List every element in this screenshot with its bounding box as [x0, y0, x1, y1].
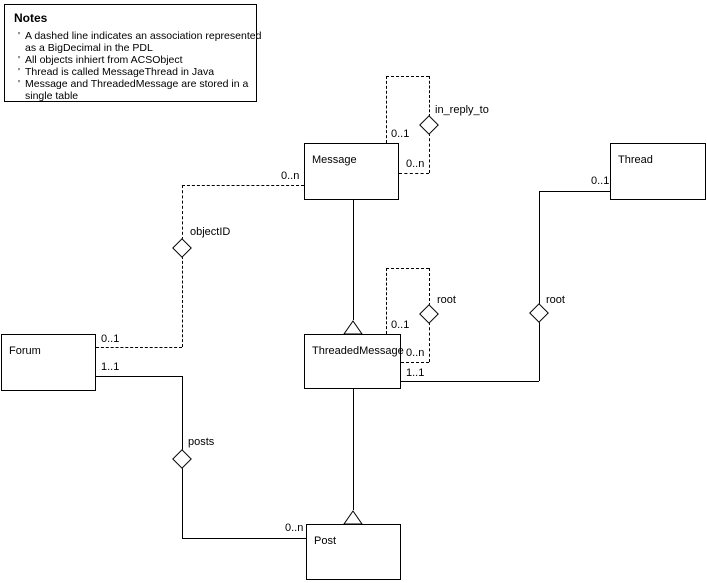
root-reflexive-line-segment	[429, 322, 430, 362]
multiplicity-label: 0..1	[591, 175, 610, 187]
multiplicity-label: 0..1	[101, 333, 120, 345]
objectid-line-segment	[96, 347, 182, 348]
in-reply-to-line-segment	[386, 76, 387, 143]
entity-message	[304, 143, 399, 200]
entity-label: ThreadedMessage	[312, 345, 404, 357]
note-line	[5, 66, 256, 78]
multiplicity-label: 0..1	[391, 128, 410, 140]
in-reply-to-line-segment	[386, 76, 429, 77]
note-bullet: '	[18, 54, 21, 66]
entity-forum	[1, 334, 96, 391]
note-line	[5, 90, 256, 102]
multiplicity-label: 0..n	[281, 170, 300, 182]
entity-label: Forum	[9, 345, 41, 357]
root-reflexive-line-segment	[401, 362, 429, 363]
objectid-line-segment	[182, 185, 304, 186]
in-reply-to-diamond	[419, 115, 439, 135]
association-label-in-reply-to: in_reply_to	[435, 104, 489, 116]
entity-label: Message	[312, 154, 357, 166]
multiplicity-label: 0..n	[285, 522, 304, 534]
note-text: as a BigDecimal in the PDL	[25, 42, 153, 54]
association-label-posts: posts	[188, 436, 215, 448]
notes-title: Notes	[14, 11, 48, 25]
posts-diamond	[172, 449, 192, 469]
note-line	[5, 42, 256, 54]
in-reply-to-line-segment	[399, 173, 429, 174]
note-text: Message and ThreadedMessage are stored in a	[25, 78, 249, 90]
association-label-thread-root: root	[546, 294, 565, 306]
notes-panel	[4, 4, 262, 102]
posts-line-segment	[182, 468, 183, 538]
root-reflexive-line-segment	[429, 268, 430, 306]
note-text: All objects inhiert from ACSObject	[25, 54, 183, 66]
generalization-triangle-post	[343, 510, 363, 525]
note-line	[5, 30, 262, 42]
thread-root-diamond	[529, 303, 549, 323]
multiplicity-label: 1..1	[406, 367, 425, 379]
entity-label: Post	[314, 535, 337, 547]
note-text: A dashed line indicates an association represented	[25, 30, 262, 42]
objectid-line-segment	[182, 185, 183, 240]
note-bullet: '	[18, 66, 21, 78]
posts-line-segment	[96, 376, 182, 377]
thread-root-line-segment	[401, 381, 539, 382]
note-bullet: '	[18, 30, 21, 42]
association-label-objectid: objectID	[190, 226, 231, 238]
posts-line-segment	[182, 538, 306, 539]
entity-label: Thread	[618, 154, 653, 166]
multiplicity-label: 1..1	[101, 361, 120, 373]
generalization-triangle-threadedmessage	[343, 320, 363, 335]
thread-root-line-segment	[539, 322, 540, 381]
note-line	[5, 54, 256, 66]
root-reflexive-diamond	[419, 304, 439, 324]
association-label-root-reflexive: root	[437, 294, 456, 306]
notes-body	[5, 30, 262, 102]
root-reflexive-line-segment	[386, 268, 387, 334]
note-text: Thread is called MessageThread in Java	[25, 66, 215, 78]
thread-root-line-segment	[539, 191, 540, 304]
generalization-message-line	[353, 200, 354, 320]
thread-root-line-segment	[539, 191, 610, 192]
multiplicity-label: 0..n	[406, 347, 425, 359]
root-reflexive-line-segment	[386, 268, 429, 269]
multiplicity-label: 0..1	[391, 319, 410, 331]
generalization-post-line	[353, 389, 354, 510]
entity-post	[306, 524, 401, 580]
note-line	[5, 78, 256, 90]
note-text: single table	[25, 90, 79, 102]
entity-thread	[610, 143, 706, 200]
in-reply-to-line-segment	[429, 133, 430, 173]
in-reply-to-line-segment	[429, 76, 430, 117]
note-bullet: '	[18, 78, 21, 90]
multiplicity-label: 0..n	[406, 158, 425, 170]
posts-line-segment	[182, 376, 183, 450]
objectid-line-segment	[182, 256, 183, 347]
entity-threadedmessage	[304, 334, 404, 389]
objectid-diamond	[172, 238, 192, 258]
